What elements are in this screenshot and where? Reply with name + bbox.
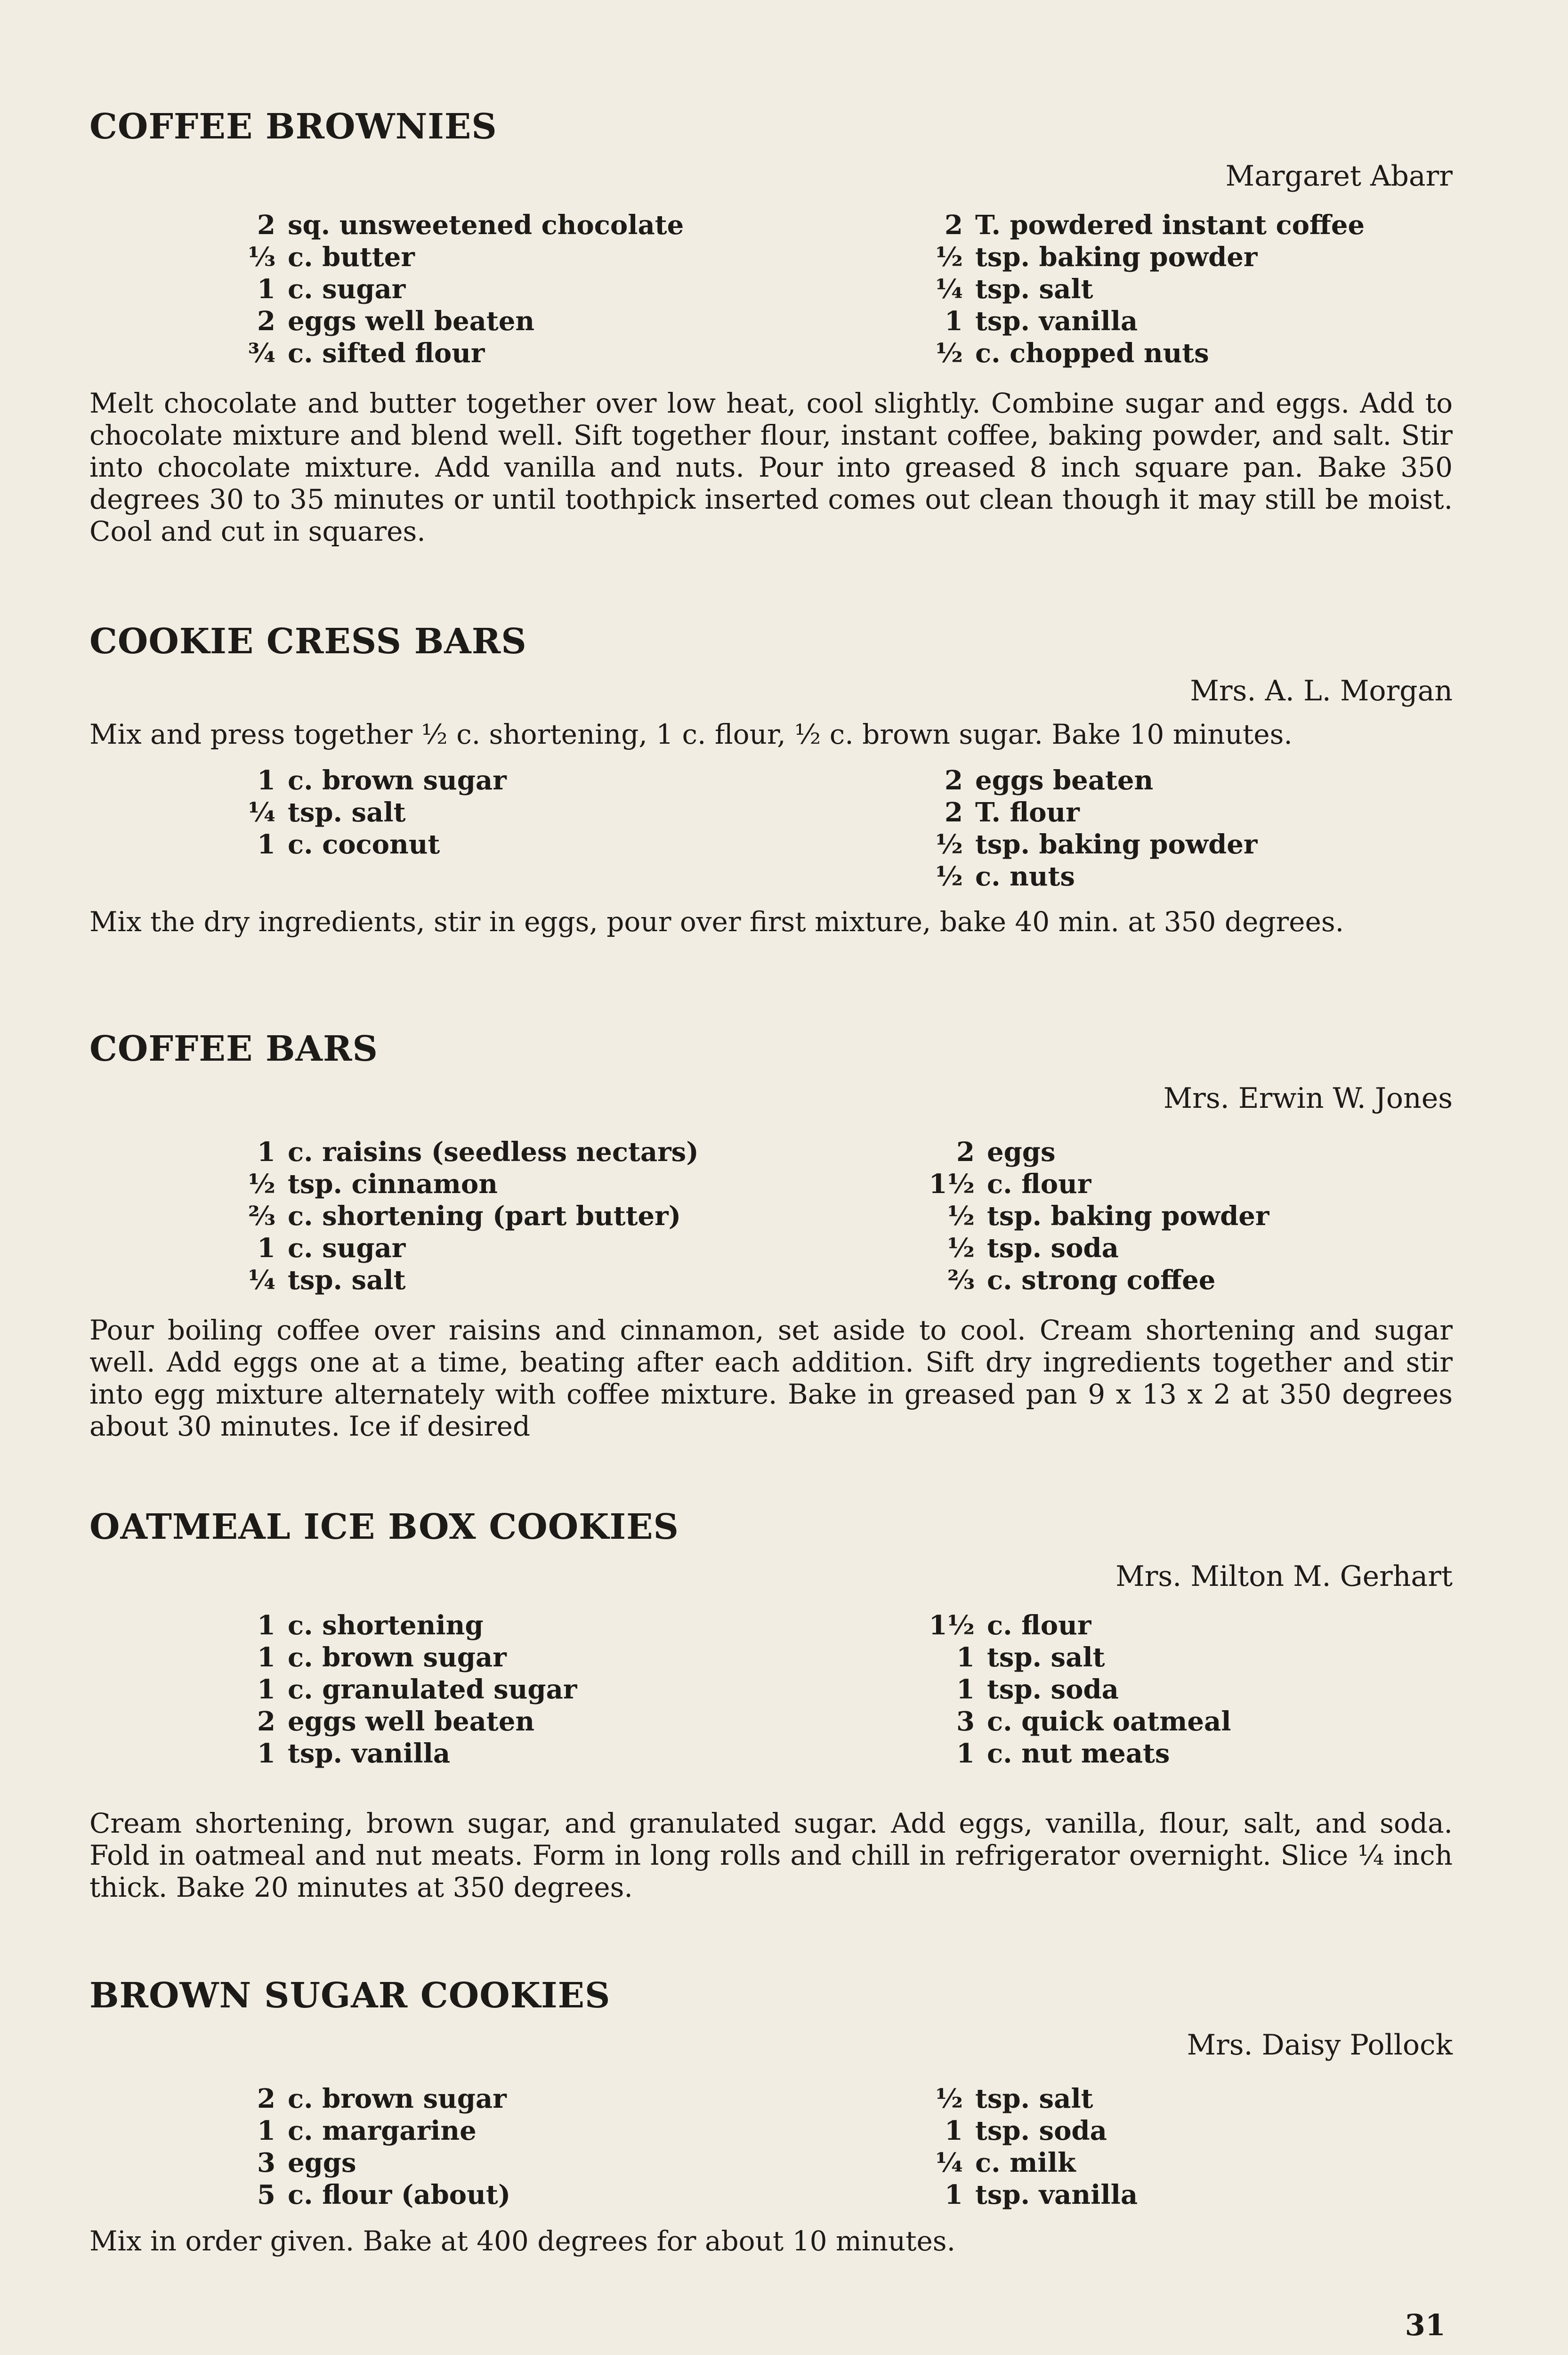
recipe-cookie-cress-bars <box>89 621 1453 938</box>
recipe-author: Mrs. Daisy Pollock <box>1187 2029 1453 2062</box>
ingredient-text: tsp. soda <box>987 1233 1119 1264</box>
ingredient-quantity: ½ <box>935 242 963 273</box>
ingredient-quantity: ¾ <box>248 338 275 369</box>
ingredient-item <box>221 337 909 369</box>
ingredient-quantity: ½ <box>947 1233 975 1264</box>
recipe-coffee-bars <box>89 1031 1453 1442</box>
ingredient-item <box>221 1264 909 1296</box>
ingredient-quantity: 2 <box>257 1706 275 1737</box>
ingredient-item <box>221 2115 909 2147</box>
ingredient-item <box>909 1200 1380 1232</box>
ingredient-column-right <box>909 764 1380 893</box>
ingredient-item <box>909 1641 1380 1673</box>
ingredient-quantity: ½ <box>248 1169 275 1200</box>
ingredient-text: c. butter <box>288 242 415 273</box>
ingredient-item <box>909 2083 1380 2115</box>
ingredient-item <box>909 2115 1380 2147</box>
ingredient-column-left <box>221 1136 909 1296</box>
recipe-title: OATMEAL ICE BOX COOKIES <box>89 1507 679 1547</box>
ingredient-text: tsp. salt <box>975 274 1093 305</box>
ingredient-quantity: 1 <box>257 1137 275 1168</box>
ingredient-quantity: ⅓ <box>248 242 275 273</box>
ingredient-item <box>221 1673 909 1705</box>
recipe-directions: Mix the dry ingredients, stir in eggs, pour over first mixture, bake 40 min. at 350 degrees. <box>89 906 1344 938</box>
ingredient-quantity: 1½ <box>929 1169 975 1200</box>
recipe-author: Mrs. A. L. Morgan <box>1190 674 1453 707</box>
ingredient-quantity: 1 <box>945 2115 963 2146</box>
ingredient-text: c. margarine <box>288 2115 477 2146</box>
ingredient-item <box>221 2179 909 2211</box>
ingredient-item <box>221 1232 909 1264</box>
ingredient-item <box>221 764 909 796</box>
ingredient-item <box>909 1264 1380 1296</box>
ingredient-text: T. flour <box>975 797 1080 828</box>
ingredient-item <box>221 305 909 337</box>
ingredient-item <box>221 1738 909 1770</box>
ingredient-quantity: ¼ <box>935 2147 963 2178</box>
ingredient-text: tsp. vanilla <box>975 306 1138 337</box>
ingredient-item <box>221 2083 909 2115</box>
recipe-oatmeal-ice-box-cookies <box>89 1507 1453 1903</box>
ingredient-text: tsp. vanilla <box>975 2179 1138 2210</box>
ingredient-quantity: 5 <box>257 2179 275 2210</box>
ingredient-text: c. granulated sugar <box>288 1674 577 1705</box>
recipe-title: BROWN SUGAR COOKIES <box>89 1975 611 2016</box>
ingredient-quantity: 2 <box>257 306 275 337</box>
ingredient-quantity: 2 <box>257 2083 275 2114</box>
ingredient-list <box>221 1136 1453 1296</box>
ingredient-item <box>221 209 909 241</box>
ingredient-column-left <box>221 1609 909 1770</box>
ingredient-text: c. shortening (part butter) <box>288 1201 681 1232</box>
ingredient-list <box>221 764 1453 893</box>
ingredient-quantity: ¼ <box>248 1265 275 1296</box>
recipe-author: Mrs. Milton M. Gerhart <box>1115 1560 1453 1593</box>
ingredient-quantity: 1 <box>956 1674 975 1705</box>
ingredient-item <box>909 861 1380 893</box>
ingredient-item <box>909 2179 1380 2211</box>
ingredient-text: tsp. baking powder <box>975 829 1258 860</box>
ingredient-item <box>221 1136 909 1168</box>
ingredient-text: c. brown sugar <box>288 765 507 796</box>
recipe-title: COOKIE CRESS BARS <box>89 621 527 662</box>
ingredient-text: tsp. salt <box>975 2083 1093 2114</box>
ingredient-quantity: 1 <box>257 274 275 305</box>
ingredient-item <box>909 337 1380 369</box>
ingredient-item <box>909 764 1380 796</box>
ingredient-item <box>909 2147 1380 2179</box>
recipe-author: Mrs. Erwin W. Jones <box>1163 1082 1453 1115</box>
ingredient-text: c. raisins (seedless nectars) <box>288 1137 699 1168</box>
ingredient-item <box>221 1609 909 1641</box>
ingredient-column-right <box>909 2083 1380 2211</box>
ingredient-text: c. strong coffee <box>987 1265 1216 1296</box>
recipe-coffee-brownies <box>89 106 1453 547</box>
ingredient-item <box>909 828 1380 861</box>
recipe-directions: Cream shortening, brown sugar, and granulated sugar. Add eggs, vanilla, flour, salt, and soda. Fold in oatmeal and nut meats. Form in long rolls and chill in refrigerator overnight. Slice ¼ inch thick. Bake 20 minutes at 350 degrees. <box>89 1807 1453 1903</box>
ingredient-quantity: 2 <box>945 765 963 796</box>
ingredient-quantity: ¼ <box>248 797 275 828</box>
recipe-pre-directions: Mix and press together ½ c. shortening, 1 c. flour, ½ c. brown sugar. Bake 10 minutes. <box>89 718 1293 750</box>
ingredient-text: c. flour (about) <box>288 2179 511 2210</box>
ingredient-text: c. milk <box>975 2147 1076 2178</box>
ingredient-text: c. sugar <box>288 274 406 305</box>
ingredient-text: c. flour <box>987 1169 1091 1200</box>
ingredient-text: c. sifted flour <box>288 338 485 369</box>
ingredient-text: c. flour <box>987 1610 1091 1641</box>
ingredient-text: tsp. cinnamon <box>288 1169 498 1200</box>
ingredient-item <box>221 828 909 861</box>
ingredient-text: c. brown sugar <box>288 1642 507 1673</box>
ingredient-quantity: 2 <box>945 797 963 828</box>
ingredient-column-right <box>909 209 1380 369</box>
ingredient-text: T. powdered instant coffee <box>975 210 1365 241</box>
ingredient-quantity: 1 <box>956 1738 975 1769</box>
ingredient-item <box>909 796 1380 828</box>
ingredient-item <box>221 1705 909 1738</box>
ingredient-column-left <box>221 764 909 893</box>
ingredient-quantity: 1 <box>956 1642 975 1673</box>
ingredient-quantity: ½ <box>935 2083 963 2114</box>
recipe-directions: Melt chocolate and butter together over low heat, cool slightly. Combine sugar and eggs. Add to chocolate mixture and blend well. Sift together flour, instant coffee, baking powder, and salt. Stir into chocolate mixture. Add vanilla and nuts. Pour into greased 8 inch square pan. Bake 350 degrees 30 to 35 minutes or until toothpick inserted comes out clean though it may still be moist. Cool and cut in squares. <box>89 387 1453 547</box>
ingredient-item <box>221 796 909 828</box>
ingredient-quantity: 1 <box>945 306 963 337</box>
ingredient-quantity: 3 <box>257 2147 275 2178</box>
ingredient-item <box>909 1136 1380 1168</box>
ingredient-text: eggs beaten <box>975 765 1154 796</box>
ingredient-text: c. sugar <box>288 1233 406 1264</box>
ingredient-quantity: ½ <box>935 338 963 369</box>
ingredient-text: c. nuts <box>975 861 1075 892</box>
ingredient-text: tsp. soda <box>987 1674 1119 1705</box>
recipe-title: COFFEE BARS <box>89 1029 378 1069</box>
ingredient-item <box>909 305 1380 337</box>
ingredient-column-right <box>909 1136 1380 1296</box>
ingredient-item <box>909 1232 1380 1264</box>
ingredient-item <box>909 273 1380 305</box>
ingredient-text: c. brown sugar <box>288 2083 507 2114</box>
ingredient-quantity: ⅔ <box>248 1201 275 1232</box>
ingredient-text: tsp. baking powder <box>987 1201 1269 1232</box>
ingredient-text: eggs well beaten <box>288 1706 535 1737</box>
ingredient-quantity: 1 <box>257 1610 275 1641</box>
ingredient-list <box>221 1609 1453 1770</box>
ingredient-column-left <box>221 209 909 369</box>
ingredient-list <box>221 2083 1453 2211</box>
ingredient-quantity: 1 <box>257 1738 275 1769</box>
ingredient-quantity: 1 <box>257 829 275 860</box>
ingredient-quantity: 1 <box>257 1642 275 1673</box>
ingredient-text: c. nut meats <box>987 1738 1170 1769</box>
ingredient-item <box>221 2147 909 2179</box>
ingredient-text: eggs <box>288 2147 356 2178</box>
ingredient-text: eggs well beaten <box>288 306 535 337</box>
ingredient-quantity: 1 <box>257 2115 275 2146</box>
ingredient-quantity: 1 <box>257 765 275 796</box>
ingredient-item <box>909 209 1380 241</box>
ingredient-text: tsp. salt <box>987 1642 1105 1673</box>
recipe-directions: Mix in order given. Bake at 400 degrees for about 10 minutes. <box>89 2225 956 2257</box>
ingredient-quantity: 2 <box>945 210 963 241</box>
ingredient-text: c. coconut <box>288 829 440 860</box>
ingredient-item <box>909 1673 1380 1705</box>
ingredient-text: tsp. salt <box>288 797 406 828</box>
recipe-title: COFFEE BROWNIES <box>89 106 497 147</box>
ingredient-item <box>909 1168 1380 1200</box>
ingredient-quantity: 1½ <box>929 1610 975 1641</box>
ingredient-text: tsp. vanilla <box>288 1738 451 1769</box>
ingredient-text: tsp. soda <box>975 2115 1107 2146</box>
ingredient-quantity: 2 <box>956 1137 975 1168</box>
ingredient-item <box>221 241 909 273</box>
ingredient-column-left <box>221 2083 909 2211</box>
ingredient-column-right <box>909 1609 1380 1770</box>
ingredient-quantity: ⅔ <box>947 1265 975 1296</box>
ingredient-text: c. quick oatmeal <box>987 1706 1231 1737</box>
recipe-directions: Pour boiling coffee over raisins and cinnamon, set aside to cool. Cream shortening and sugar well. Add eggs one at a time, beating after each addition. Sift dry ingredients together and stir into egg mixture alternately with coffee mixture. Bake in greased pan 9 x 13 x 2 at 350 degrees about 30 minutes. Ice if desired <box>89 1314 1453 1442</box>
ingredient-item <box>909 1609 1380 1641</box>
ingredient-item <box>221 273 909 305</box>
ingredient-quantity: 2 <box>257 210 275 241</box>
ingredient-item <box>909 1705 1380 1738</box>
ingredient-quantity: 1 <box>945 2179 963 2210</box>
ingredient-text: c. chopped nuts <box>975 338 1209 369</box>
ingredient-quantity: ½ <box>947 1201 975 1232</box>
ingredient-text: tsp. baking powder <box>975 242 1258 273</box>
ingredient-quantity: 1 <box>257 1674 275 1705</box>
ingredient-item <box>909 241 1380 273</box>
page-number: 31 <box>1405 2308 1446 2342</box>
ingredient-item <box>909 1738 1380 1770</box>
ingredient-text: tsp. salt <box>288 1265 406 1296</box>
ingredient-quantity: ½ <box>935 829 963 860</box>
recipe-author: Margaret Abarr <box>1225 160 1453 193</box>
ingredient-quantity: ½ <box>935 861 963 892</box>
ingredient-text: c. shortening <box>288 1610 484 1641</box>
ingredient-item <box>221 1641 909 1673</box>
ingredient-text: eggs <box>987 1137 1056 1168</box>
ingredient-quantity: 3 <box>956 1706 975 1737</box>
ingredient-text: sq. unsweetened chocolate <box>288 210 684 241</box>
ingredient-list <box>221 209 1453 369</box>
ingredient-item <box>221 1168 909 1200</box>
ingredient-item <box>221 1200 909 1232</box>
ingredient-quantity: ¼ <box>935 274 963 305</box>
ingredient-quantity: 1 <box>257 1233 275 1264</box>
recipe-brown-sugar-cookies <box>89 1975 1453 2257</box>
